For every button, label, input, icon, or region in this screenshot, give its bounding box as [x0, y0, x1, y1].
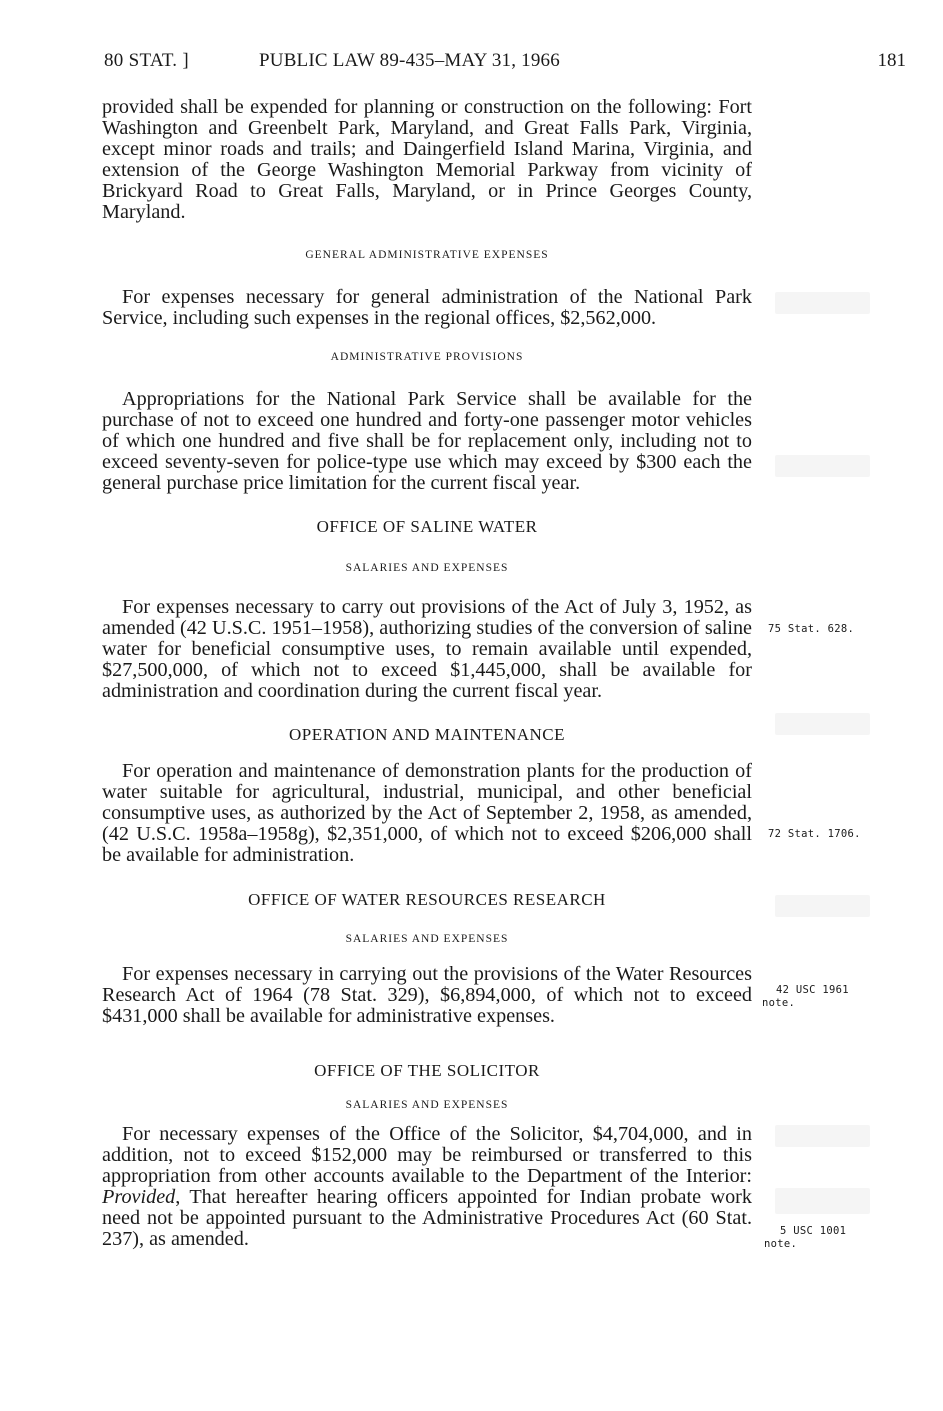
intro-section — [102, 97, 752, 223]
margin-note-5-usc-line1: 5 USC 1001 — [780, 1225, 847, 1237]
bleed-through-mark — [775, 713, 870, 735]
intro-paragraph: provided shall be expended for planning or construction on the following: Fort Washington and Greenbelt Park, Maryland, and Great Falls Park, Virginia, except minor roads and trails; and Daingerfield Island Marina, Virginia, and extension of the George Washington Memorial Parkway from vicinity of Brickyard Road to Great Falls, Maryland, or in Prince Georges County, Maryland. — [102, 96, 752, 223]
solicitor-text-2: , That hereafter hearing officers appointed for Indian probate work need not be appointed pursuant to the Administrative Procedures Act (60 Stat. 237), as amended. — [102, 1186, 752, 1250]
margin-note-5-usc — [764, 1225, 847, 1251]
general-admin-section — [102, 287, 752, 329]
admin-provisions-section — [102, 389, 752, 494]
general-admin-paragraph: For expenses necessary for general administration of the National Park Service, including such expenses in the regional offices, $2,562,000. — [102, 286, 752, 329]
bleed-through-mark — [775, 1125, 870, 1147]
statute-reference: 80 STAT. ] — [104, 50, 190, 71]
saline-salaries-heading: SALARIES AND EXPENSES — [345, 562, 509, 574]
solicitor-salaries-heading: SALARIES AND EXPENSES — [345, 1099, 509, 1111]
margin-note-42-usc-line1: 42 USC 1961 — [776, 984, 849, 996]
bleed-through-mark — [775, 292, 870, 314]
page-number: 181 — [877, 50, 906, 71]
operation-paragraph: For operation and maintenance of demonstration plants for the production of water suitable for agricultural, industrial, municipal, and other beneficial consumptive uses, as authorized by the Act of September 2, 1958, as amended, (42 U.S.C. 1958a–1958g), $2,351,000, of which not to exceed $206,000 shall be available for administration. — [102, 760, 752, 866]
provided-term: Provided — [102, 1186, 176, 1208]
operation-heading: OPERATION AND MAINTENANCE — [289, 725, 565, 744]
water-research-paragraph: For expenses necessary in carrying out the provisions of the Water Resources Research Act of 1964 (78 Stat. 329), $6,894,000, of which not to exceed $431,000 shall be available for administrative expenses. — [102, 963, 752, 1027]
operation-section — [102, 761, 752, 866]
bleed-through-mark — [775, 455, 870, 477]
solicitor-text-1: For necessary expenses of the Office of the Solicitor, $4,704,000, and in addition, not to exceed $152,000 may be reimbursed or transferred to this appropriation from other accounts available to the Department of the Interior: — [102, 1123, 752, 1187]
page-header — [104, 50, 906, 80]
running-title: PUBLIC LAW 89-435–MAY 31, 1966 — [259, 50, 560, 71]
solicitor-paragraph — [102, 1124, 752, 1250]
saline-salaries-section — [102, 597, 752, 702]
margin-note-72-stat: 72 Stat. 1706. — [768, 828, 861, 840]
margin-note-75-stat: 75 Stat. 628. — [768, 623, 855, 635]
saline-salaries-paragraph: For expenses necessary to carry out provisions of the Act of July 3, 1952, as amended (42 U.S.C. 1951–1958), authorizing studies of the conversion of saline water for beneficial consumptive uses, to remain available until expended, $27,500,000, of which not to exceed $1,445,000, shall be available for administration and coordination during the current fiscal year. — [102, 596, 752, 702]
admin-provisions-heading: ADMINISTRATIVE PROVISIONS — [330, 351, 524, 363]
margin-note-42-usc — [762, 984, 849, 1010]
bleed-through-mark — [775, 895, 870, 917]
water-research-heading: OFFICE OF WATER RESOURCES RESEARCH — [248, 890, 606, 909]
general-admin-heading: GENERAL ADMINISTRATIVE EXPENSES — [305, 249, 549, 261]
saline-office-heading: OFFICE OF SALINE WATER — [316, 517, 538, 536]
solicitor-heading: OFFICE OF THE SOLICITOR — [314, 1061, 540, 1080]
margin-note-42-usc-line2: note. — [762, 997, 796, 1009]
water-research-section — [102, 964, 752, 1027]
margin-note-5-usc-line2: note. — [764, 1238, 798, 1250]
bleed-through-mark — [775, 1188, 870, 1214]
admin-provisions-paragraph: Appropriations for the National Park Service shall be available for the purchase of not to exceed one hundred and forty-one passenger motor vehicles of which one hundred and five shall be for replacement only, including not to exceed seventy-seven for police-type use which may exceed by $300 each the general purchase price limitation for the current fiscal year. — [102, 388, 752, 494]
water-research-salaries-heading: SALARIES AND EXPENSES — [345, 933, 509, 945]
solicitor-section — [102, 1124, 752, 1250]
